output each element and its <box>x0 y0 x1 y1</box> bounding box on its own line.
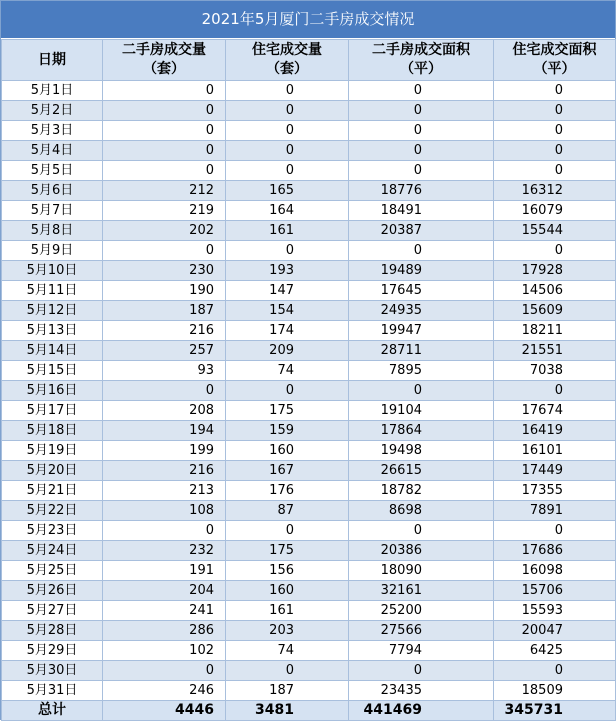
table-row <box>2 641 616 661</box>
header-line-1: 二手房成交量 <box>122 42 206 58</box>
cell-date: 5月18日 <box>2 421 103 441</box>
cell-residential-count: 175 <box>226 401 349 421</box>
cell-date: 5月10日 <box>2 261 103 281</box>
table-row <box>2 541 616 561</box>
cell-residential-area: 17686 <box>494 541 616 561</box>
cell-date: 5月22日 <box>2 501 103 521</box>
cell-residential-area: 15609 <box>494 301 616 321</box>
cell-residential-count: 160 <box>226 441 349 461</box>
cell-date: 5月7日 <box>2 201 103 221</box>
cell-residential-area: 0 <box>494 101 616 121</box>
table-row <box>2 241 616 261</box>
table-row <box>2 481 616 501</box>
cell-resale-count: 102 <box>103 641 226 661</box>
table-row <box>2 261 616 281</box>
table-row <box>2 81 616 101</box>
cell-date: 5月28日 <box>2 621 103 641</box>
header-line-1: 住宅成交量 <box>252 42 322 58</box>
total-resale-count: 4446 <box>103 701 226 721</box>
cell-resale-area: 19489 <box>349 261 494 281</box>
cell-residential-count: 159 <box>226 421 349 441</box>
cell-resale-count: 202 <box>103 221 226 241</box>
cell-resale-area: 20386 <box>349 541 494 561</box>
header-unit: （平） <box>533 61 576 77</box>
header-line-1: 二手房成交面积 <box>372 42 470 58</box>
cell-date: 5月5日 <box>2 161 103 181</box>
cell-residential-count: 0 <box>226 121 349 141</box>
cell-resale-count: 286 <box>103 621 226 641</box>
cell-resale-area: 0 <box>349 381 494 401</box>
cell-date: 5月11日 <box>2 281 103 301</box>
cell-resale-area: 0 <box>349 661 494 681</box>
cell-resale-area: 24935 <box>349 301 494 321</box>
cell-date: 5月3日 <box>2 121 103 141</box>
cell-date: 5月6日 <box>2 181 103 201</box>
cell-residential-count: 0 <box>226 101 349 121</box>
cell-residential-count: 203 <box>226 621 349 641</box>
table-row <box>2 581 616 601</box>
sales-table <box>1 39 616 721</box>
cell-residential-area: 0 <box>494 661 616 681</box>
cell-date: 5月25日 <box>2 561 103 581</box>
cell-resale-count: 0 <box>103 101 226 121</box>
cell-resale-area: 27566 <box>349 621 494 641</box>
cell-resale-area: 0 <box>349 161 494 181</box>
cell-residential-count: 87 <box>226 501 349 521</box>
cell-residential-area: 16101 <box>494 441 616 461</box>
cell-residential-area: 17355 <box>494 481 616 501</box>
cell-residential-area: 0 <box>494 521 616 541</box>
cell-resale-count: 0 <box>103 121 226 141</box>
cell-date: 5月21日 <box>2 481 103 501</box>
cell-residential-area: 15544 <box>494 221 616 241</box>
cell-residential-count: 167 <box>226 461 349 481</box>
cell-resale-area: 25200 <box>349 601 494 621</box>
cell-residential-count: 0 <box>226 81 349 101</box>
cell-residential-count: 175 <box>226 541 349 561</box>
table-row <box>2 521 616 541</box>
cell-resale-count: 208 <box>103 401 226 421</box>
cell-residential-area: 16079 <box>494 201 616 221</box>
cell-residential-area: 21551 <box>494 341 616 361</box>
cell-residential-area: 0 <box>494 381 616 401</box>
cell-resale-count: 204 <box>103 581 226 601</box>
cell-residential-count: 193 <box>226 261 349 281</box>
cell-residential-area: 0 <box>494 81 616 101</box>
table-row <box>2 301 616 321</box>
cell-resale-count: 246 <box>103 681 226 701</box>
cell-residential-area: 15593 <box>494 601 616 621</box>
cell-residential-area: 15706 <box>494 581 616 601</box>
cell-resale-area: 19104 <box>349 401 494 421</box>
cell-residential-count: 161 <box>226 221 349 241</box>
cell-residential-area: 7891 <box>494 501 616 521</box>
cell-date: 5月2日 <box>2 101 103 121</box>
table-row <box>2 501 616 521</box>
cell-date: 5月14日 <box>2 341 103 361</box>
cell-residential-count: 0 <box>226 241 349 261</box>
total-label: 总计 <box>2 701 103 721</box>
cell-resale-area: 19947 <box>349 321 494 341</box>
cell-resale-area: 32161 <box>349 581 494 601</box>
cell-residential-count: 0 <box>226 381 349 401</box>
table-footer <box>2 701 616 721</box>
cell-resale-area: 7794 <box>349 641 494 661</box>
cell-residential-area: 20047 <box>494 621 616 641</box>
cell-date: 5月23日 <box>2 521 103 541</box>
table-body <box>2 81 616 701</box>
table-row <box>2 381 616 401</box>
cell-resale-count: 199 <box>103 441 226 461</box>
cell-date: 5月31日 <box>2 681 103 701</box>
table-row <box>2 201 616 221</box>
header-residential-area <box>494 40 616 81</box>
cell-residential-count: 156 <box>226 561 349 581</box>
header-line-1: 住宅成交面积 <box>512 42 597 58</box>
cell-residential-area: 14506 <box>494 281 616 301</box>
table-title: 2021年5月厦门二手房成交情况 <box>1 1 615 39</box>
cell-resale-count: 0 <box>103 241 226 261</box>
cell-residential-area: 6425 <box>494 641 616 661</box>
cell-resale-area: 8698 <box>349 501 494 521</box>
cell-date: 5月19日 <box>2 441 103 461</box>
cell-residential-area: 16312 <box>494 181 616 201</box>
cell-resale-count: 93 <box>103 361 226 381</box>
cell-resale-count: 230 <box>103 261 226 281</box>
cell-date: 5月4日 <box>2 141 103 161</box>
header-unit: （套） <box>143 61 185 77</box>
total-residential-area: 345731 <box>494 701 616 721</box>
cell-resale-area: 18090 <box>349 561 494 581</box>
cell-resale-area: 0 <box>349 81 494 101</box>
cell-resale-count: 0 <box>103 141 226 161</box>
cell-date: 5月29日 <box>2 641 103 661</box>
cell-residential-count: 161 <box>226 601 349 621</box>
header-row <box>2 40 616 81</box>
cell-resale-count: 187 <box>103 301 226 321</box>
table-row <box>2 441 616 461</box>
cell-date: 5月1日 <box>2 81 103 101</box>
cell-residential-count: 74 <box>226 361 349 381</box>
cell-date: 5月24日 <box>2 541 103 561</box>
header-unit: （平） <box>400 61 442 77</box>
cell-resale-area: 7895 <box>349 361 494 381</box>
cell-resale-count: 0 <box>103 661 226 681</box>
cell-resale-area: 20387 <box>349 221 494 241</box>
cell-resale-area: 0 <box>349 141 494 161</box>
header-resale-area <box>349 40 494 81</box>
total-residential-count: 3481 <box>226 701 349 721</box>
table-row <box>2 621 616 641</box>
cell-residential-area: 0 <box>494 121 616 141</box>
cell-residential-count: 165 <box>226 181 349 201</box>
table-row <box>2 321 616 341</box>
cell-residential-count: 154 <box>226 301 349 321</box>
cell-resale-count: 257 <box>103 341 226 361</box>
table-row <box>2 421 616 441</box>
cell-residential-area: 17928 <box>494 261 616 281</box>
cell-resale-count: 190 <box>103 281 226 301</box>
cell-residential-area: 18211 <box>494 321 616 341</box>
cell-residential-count: 74 <box>226 641 349 661</box>
cell-date: 5月13日 <box>2 321 103 341</box>
table-row <box>2 601 616 621</box>
cell-resale-area: 19498 <box>349 441 494 461</box>
table-row <box>2 221 616 241</box>
cell-residential-area: 16419 <box>494 421 616 441</box>
table-header <box>2 40 616 81</box>
cell-resale-count: 0 <box>103 521 226 541</box>
table-row <box>2 161 616 181</box>
cell-resale-area: 23435 <box>349 681 494 701</box>
cell-residential-area: 0 <box>494 241 616 261</box>
table-row <box>2 101 616 121</box>
cell-residential-count: 0 <box>226 141 349 161</box>
table-row <box>2 281 616 301</box>
cell-resale-area: 17864 <box>349 421 494 441</box>
cell-resale-count: 212 <box>103 181 226 201</box>
cell-resale-count: 0 <box>103 81 226 101</box>
cell-date: 5月8日 <box>2 221 103 241</box>
cell-resale-area: 17645 <box>349 281 494 301</box>
cell-residential-area: 0 <box>494 141 616 161</box>
total-row <box>2 701 616 721</box>
cell-residential-count: 164 <box>226 201 349 221</box>
table-row <box>2 141 616 161</box>
cell-residential-area: 0 <box>494 161 616 181</box>
cell-resale-area: 26615 <box>349 461 494 481</box>
cell-resale-count: 108 <box>103 501 226 521</box>
cell-date: 5月30日 <box>2 661 103 681</box>
cell-residential-area: 18509 <box>494 681 616 701</box>
cell-date: 5月17日 <box>2 401 103 421</box>
cell-resale-area: 0 <box>349 101 494 121</box>
cell-resale-area: 0 <box>349 121 494 141</box>
cell-resale-count: 213 <box>103 481 226 501</box>
header-date <box>2 40 103 81</box>
cell-residential-count: 0 <box>226 161 349 181</box>
cell-resale-count: 0 <box>103 161 226 181</box>
cell-date: 5月20日 <box>2 461 103 481</box>
cell-date: 5月9日 <box>2 241 103 261</box>
cell-date: 5月27日 <box>2 601 103 621</box>
cell-residential-area: 17674 <box>494 401 616 421</box>
header-date-line: 日期 <box>38 51 66 68</box>
cell-resale-area: 18491 <box>349 201 494 221</box>
cell-date: 5月15日 <box>2 361 103 381</box>
cell-resale-count: 219 <box>103 201 226 221</box>
cell-residential-count: 187 <box>226 681 349 701</box>
cell-residential-count: 160 <box>226 581 349 601</box>
cell-resale-area: 18782 <box>349 481 494 501</box>
cell-residential-area: 7038 <box>494 361 616 381</box>
table-row <box>2 361 616 381</box>
table-row <box>2 561 616 581</box>
cell-date: 5月12日 <box>2 301 103 321</box>
cell-resale-count: 241 <box>103 601 226 621</box>
cell-resale-area: 18776 <box>349 181 494 201</box>
cell-residential-count: 176 <box>226 481 349 501</box>
header-residential-count <box>226 40 349 81</box>
cell-residential-area: 17449 <box>494 461 616 481</box>
table-row <box>2 341 616 361</box>
header-resale-count <box>103 40 226 81</box>
table-row <box>2 661 616 681</box>
table-row <box>2 461 616 481</box>
cell-resale-count: 216 <box>103 461 226 481</box>
cell-resale-area: 28711 <box>349 341 494 361</box>
cell-residential-count: 0 <box>226 661 349 681</box>
cell-resale-count: 216 <box>103 321 226 341</box>
cell-residential-count: 174 <box>226 321 349 341</box>
header-unit: （套） <box>266 61 308 77</box>
cell-resale-count: 194 <box>103 421 226 441</box>
cell-resale-area: 0 <box>349 521 494 541</box>
cell-residential-count: 147 <box>226 281 349 301</box>
cell-resale-area: 0 <box>349 241 494 261</box>
total-resale-area: 441469 <box>349 701 494 721</box>
cell-residential-count: 0 <box>226 521 349 541</box>
table-row <box>2 121 616 141</box>
table-row <box>2 401 616 421</box>
cell-resale-count: 232 <box>103 541 226 561</box>
cell-residential-area: 16098 <box>494 561 616 581</box>
cell-date: 5月16日 <box>2 381 103 401</box>
cell-resale-count: 0 <box>103 381 226 401</box>
table-row <box>2 681 616 701</box>
cell-resale-count: 191 <box>103 561 226 581</box>
cell-residential-count: 209 <box>226 341 349 361</box>
table-row <box>2 181 616 201</box>
cell-date: 5月26日 <box>2 581 103 601</box>
